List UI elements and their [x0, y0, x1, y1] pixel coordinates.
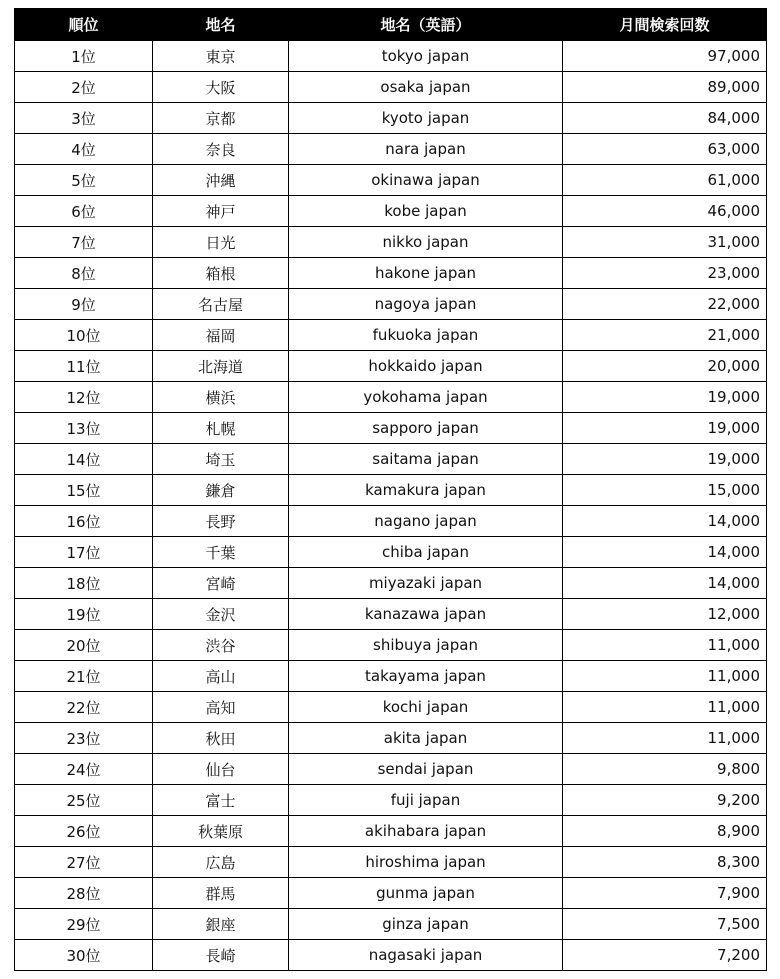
place-cell: 秋田	[153, 723, 289, 754]
table-row	[15, 258, 767, 289]
rank-cell: 16位	[15, 506, 153, 537]
place-en-cell: kanazawa japan	[289, 599, 563, 630]
place-en-cell: fukuoka japan	[289, 320, 563, 351]
table-row	[15, 413, 767, 444]
place-en-cell: kobe japan	[289, 196, 563, 227]
table-row	[15, 878, 767, 909]
volume-cell: 14,000	[563, 568, 767, 599]
volume-cell: 97,000	[563, 41, 767, 72]
rank-cell: 8位	[15, 258, 153, 289]
place-cell: 金沢	[153, 599, 289, 630]
place-en-cell: chiba japan	[289, 537, 563, 568]
table-row	[15, 599, 767, 630]
place-en-cell: sendai japan	[289, 754, 563, 785]
header-row	[15, 9, 767, 41]
place-en-cell: tokyo japan	[289, 41, 563, 72]
rank-cell: 26位	[15, 816, 153, 847]
rank-cell: 4位	[15, 134, 153, 165]
volume-cell: 15,000	[563, 475, 767, 506]
place-cell: 日光	[153, 227, 289, 258]
volume-cell: 14,000	[563, 506, 767, 537]
place-en-cell: nagano japan	[289, 506, 563, 537]
place-en-cell: hokkaido japan	[289, 351, 563, 382]
place-en-cell: nikko japan	[289, 227, 563, 258]
table-row	[15, 568, 767, 599]
place-en-cell: sapporo japan	[289, 413, 563, 444]
place-cell: 箱根	[153, 258, 289, 289]
place-cell: 千葉	[153, 537, 289, 568]
place-cell: 宮崎	[153, 568, 289, 599]
place-cell: 長崎	[153, 940, 289, 971]
place-en-cell: hiroshima japan	[289, 847, 563, 878]
place-cell: 渋谷	[153, 630, 289, 661]
volume-cell: 9,800	[563, 754, 767, 785]
table-row	[15, 351, 767, 382]
place-en-cell: kochi japan	[289, 692, 563, 723]
volume-cell: 8,300	[563, 847, 767, 878]
volume-cell: 20,000	[563, 351, 767, 382]
place-cell: 高山	[153, 661, 289, 692]
rank-cell: 18位	[15, 568, 153, 599]
rank-cell: 10位	[15, 320, 153, 351]
table-row	[15, 847, 767, 878]
place-cell: 富士	[153, 785, 289, 816]
volume-cell: 23,000	[563, 258, 767, 289]
table-row	[15, 630, 767, 661]
place-en-cell: shibuya japan	[289, 630, 563, 661]
place-en-cell: okinawa japan	[289, 165, 563, 196]
table-row	[15, 289, 767, 320]
volume-cell: 8,900	[563, 816, 767, 847]
rank-cell: 13位	[15, 413, 153, 444]
place-cell: 群馬	[153, 878, 289, 909]
rank-cell: 9位	[15, 289, 153, 320]
place-en-cell: akihabara japan	[289, 816, 563, 847]
rank-cell: 3位	[15, 103, 153, 134]
table-row	[15, 103, 767, 134]
rank-cell: 17位	[15, 537, 153, 568]
place-en-cell: kamakura japan	[289, 475, 563, 506]
rank-cell: 15位	[15, 475, 153, 506]
rank-cell: 23位	[15, 723, 153, 754]
table-row	[15, 754, 767, 785]
rank-cell: 1位	[15, 41, 153, 72]
place-cell: 広島	[153, 847, 289, 878]
volume-cell: 11,000	[563, 661, 767, 692]
place-en-cell: akita japan	[289, 723, 563, 754]
place-en-cell: nagasaki japan	[289, 940, 563, 971]
place-cell: 東京	[153, 41, 289, 72]
rank-cell: 25位	[15, 785, 153, 816]
place-cell: 名古屋	[153, 289, 289, 320]
volume-cell: 7,900	[563, 878, 767, 909]
table-row	[15, 661, 767, 692]
place-cell: 北海道	[153, 351, 289, 382]
table-row	[15, 227, 767, 258]
volume-cell: 63,000	[563, 134, 767, 165]
rank-cell: 5位	[15, 165, 153, 196]
volume-cell: 11,000	[563, 692, 767, 723]
volume-cell: 19,000	[563, 444, 767, 475]
volume-cell: 11,000	[563, 630, 767, 661]
table-row	[15, 134, 767, 165]
rank-cell: 30位	[15, 940, 153, 971]
table-row	[15, 444, 767, 475]
place-cell: 埼玉	[153, 444, 289, 475]
search-volume-table	[14, 8, 767, 971]
place-cell: 札幌	[153, 413, 289, 444]
header-rank: 順位	[15, 9, 153, 41]
header-place-en: 地名（英語）	[289, 9, 563, 41]
place-en-cell: hakone japan	[289, 258, 563, 289]
rank-cell: 21位	[15, 661, 153, 692]
table-row	[15, 320, 767, 351]
table-row	[15, 506, 767, 537]
place-cell: 神戸	[153, 196, 289, 227]
place-en-cell: nagoya japan	[289, 289, 563, 320]
table-row	[15, 785, 767, 816]
place-en-cell: osaka japan	[289, 72, 563, 103]
table-body	[15, 41, 767, 971]
table-row	[15, 537, 767, 568]
volume-cell: 84,000	[563, 103, 767, 134]
rank-cell: 22位	[15, 692, 153, 723]
place-cell: 長野	[153, 506, 289, 537]
place-en-cell: takayama japan	[289, 661, 563, 692]
rank-cell: 12位	[15, 382, 153, 413]
volume-cell: 19,000	[563, 413, 767, 444]
volume-cell: 12,000	[563, 599, 767, 630]
volume-cell: 22,000	[563, 289, 767, 320]
place-en-cell: ginza japan	[289, 909, 563, 940]
place-en-cell: saitama japan	[289, 444, 563, 475]
rank-cell: 20位	[15, 630, 153, 661]
volume-cell: 11,000	[563, 723, 767, 754]
rank-cell: 2位	[15, 72, 153, 103]
place-cell: 鎌倉	[153, 475, 289, 506]
table-row	[15, 816, 767, 847]
table-row	[15, 41, 767, 72]
rank-cell: 19位	[15, 599, 153, 630]
rank-cell: 14位	[15, 444, 153, 475]
place-en-cell: nara japan	[289, 134, 563, 165]
table-row	[15, 382, 767, 413]
place-en-cell: kyoto japan	[289, 103, 563, 134]
place-cell: 高知	[153, 692, 289, 723]
table-row	[15, 72, 767, 103]
rank-cell: 27位	[15, 847, 153, 878]
volume-cell: 61,000	[563, 165, 767, 196]
place-en-cell: gunma japan	[289, 878, 563, 909]
volume-cell: 89,000	[563, 72, 767, 103]
header-place: 地名	[153, 9, 289, 41]
volume-cell: 19,000	[563, 382, 767, 413]
place-en-cell: fuji japan	[289, 785, 563, 816]
place-en-cell: miyazaki japan	[289, 568, 563, 599]
volume-cell: 46,000	[563, 196, 767, 227]
place-cell: 大阪	[153, 72, 289, 103]
volume-cell: 7,500	[563, 909, 767, 940]
table-header	[15, 9, 767, 41]
rank-cell: 28位	[15, 878, 153, 909]
place-cell: 奈良	[153, 134, 289, 165]
table-row	[15, 165, 767, 196]
volume-cell: 31,000	[563, 227, 767, 258]
volume-cell: 21,000	[563, 320, 767, 351]
table-row	[15, 196, 767, 227]
place-cell: 福岡	[153, 320, 289, 351]
rank-cell: 7位	[15, 227, 153, 258]
table-row	[15, 475, 767, 506]
rank-cell: 11位	[15, 351, 153, 382]
table-row	[15, 909, 767, 940]
place-cell: 銀座	[153, 909, 289, 940]
place-cell: 秋葉原	[153, 816, 289, 847]
place-cell: 沖縄	[153, 165, 289, 196]
place-cell: 仙台	[153, 754, 289, 785]
place-cell: 京都	[153, 103, 289, 134]
header-volume: 月間検索回数	[563, 9, 767, 41]
rank-cell: 24位	[15, 754, 153, 785]
place-en-cell: yokohama japan	[289, 382, 563, 413]
volume-cell: 9,200	[563, 785, 767, 816]
volume-cell: 14,000	[563, 537, 767, 568]
table-row	[15, 940, 767, 971]
rank-cell: 29位	[15, 909, 153, 940]
rank-cell: 6位	[15, 196, 153, 227]
volume-cell: 7,200	[563, 940, 767, 971]
ranking-sheet	[14, 8, 766, 971]
place-cell: 横浜	[153, 382, 289, 413]
table-row	[15, 723, 767, 754]
table-row	[15, 692, 767, 723]
